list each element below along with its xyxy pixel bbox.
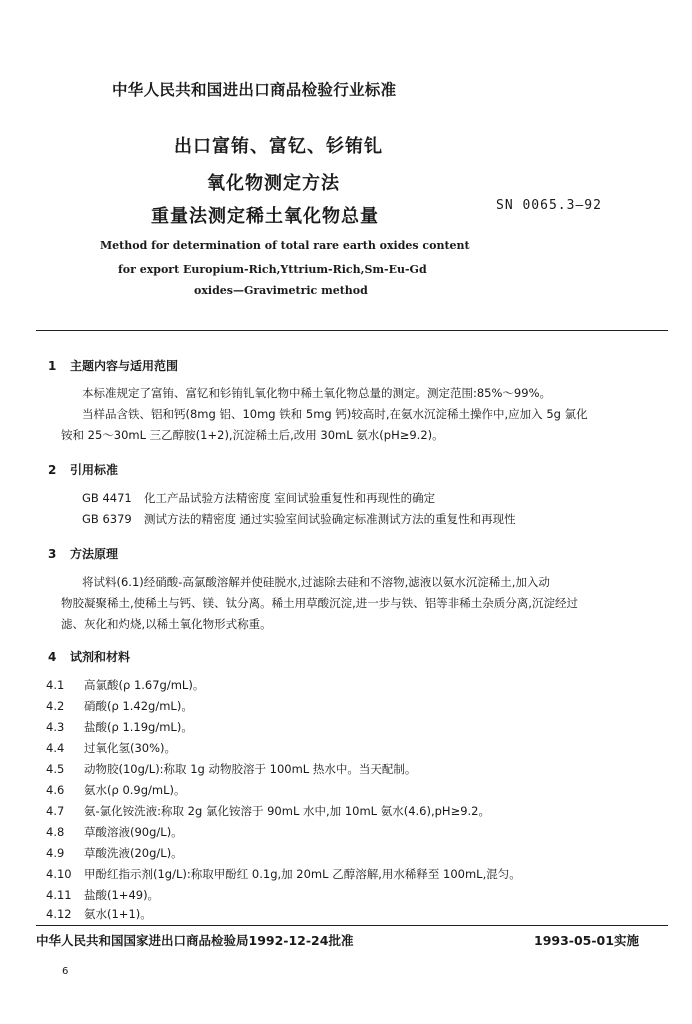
reagent-item (46, 740, 176, 756)
section-number: 2 (48, 463, 57, 477)
reagent-text: 氨水(ρ 0.9g/mL)。 (84, 783, 186, 797)
page-number: 6 (62, 966, 69, 977)
implementation-date: 1993-05-01实施 (534, 933, 639, 948)
reagent-number: 4.5 (46, 762, 65, 776)
reagent-number: 4.8 (46, 825, 65, 839)
reagent-item (46, 866, 521, 882)
principle-line-2: 物胶凝聚稀土,使稀土与钙、镁、钛分离。稀土用草酸沉淀,进一步与铁、铝等非稀土杂质分离,沉淀经过 (61, 596, 578, 610)
reagent-number: 4.7 (46, 804, 65, 818)
reference-item (82, 490, 435, 506)
top-divider (36, 330, 668, 331)
reagent-item (46, 761, 416, 777)
reagent-number: 4.6 (46, 783, 65, 797)
reagent-number: 4.4 (46, 741, 65, 755)
reagent-item (46, 698, 193, 714)
title-line-2: 氧化物测定方法 (207, 173, 340, 194)
reagent-text: 氨-氯化铵洗液:称取 2g 氯化铵溶于 90mL 水中,加 10mL 氨水(4.6),pH≥9.2。 (84, 804, 491, 818)
principle-line-1: 将试料(6.1)经硝酸-高氯酸溶解并使硅脱水,过滤除去硅和不溶物,滤液以氨水沉淀稀土,加入动 (82, 575, 550, 589)
reagent-number: 4.2 (46, 699, 65, 713)
title-line-3: 重量法测定稀土氧化物总量 (151, 206, 379, 227)
title-line-1: 出口富铕、富钇、钐铕钆 (174, 136, 383, 157)
reagent-text: 盐酸(1+49)。 (84, 888, 160, 902)
reagent-item (46, 719, 193, 735)
section-number: 4 (48, 650, 57, 664)
reagent-number: 4.1 (46, 678, 65, 692)
reagent-number: 4.11 (46, 888, 72, 902)
reagent-item (46, 782, 186, 798)
english-title-line-3: oxides—Gravimetric method (194, 284, 368, 297)
english-title-line-1: Method for determination of total rare earth oxides content (100, 239, 470, 252)
section-4-heading (48, 648, 130, 665)
reagent-item (46, 887, 159, 903)
reagent-text: 动物胶(10g/L):称取 1g 动物胶溶于 100mL 热水中。当天配制。 (84, 762, 417, 776)
reagent-item (46, 824, 183, 840)
reagent-item (46, 677, 204, 693)
section-title: 主题内容与适用范围 (70, 359, 179, 373)
reference-text: 化工产品试验方法精密度 室间试验重复性和再现性的确定 (144, 491, 436, 505)
reagent-number: 4.12 (46, 907, 72, 921)
reagent-item (46, 845, 183, 861)
reagent-text: 甲酚红指示剂(1g/L):称取甲酚红 0.1g,加 20mL 乙醇溶解,用水稀释至 100mL,混匀。 (84, 867, 521, 881)
reagent-number: 4.9 (46, 846, 65, 860)
section-1-heading (48, 357, 178, 374)
reagent-text: 硝酸(ρ 1.42g/mL)。 (84, 699, 193, 713)
reagent-text: 草酸洗液(20g/L)。 (84, 846, 183, 860)
approval-statement: 中华人民共和国国家进出口商品检验局1992-12-24批准 (36, 933, 354, 948)
section-title: 试剂和材料 (70, 650, 131, 664)
section-3-heading (48, 545, 118, 562)
principle-line-3: 滤、灰化和灼烧,以稀土氧化物形式称重。 (61, 617, 272, 631)
english-title-line-2: for export Europium-Rich,Yttrium-Rich,Sm-Eu-Gd (118, 263, 427, 276)
standard-code: SN 0065.3—92 (496, 198, 602, 213)
section-number: 1 (48, 359, 57, 373)
reagent-number: 4.3 (46, 720, 65, 734)
reference-code: GB 6379 (82, 512, 132, 526)
reagent-text: 盐酸(ρ 1.19g/mL)。 (84, 720, 193, 734)
section-number: 3 (48, 547, 57, 561)
reference-item (82, 511, 516, 527)
reference-code: GB 4471 (82, 491, 132, 505)
reagent-text: 过氧化氢(30%)。 (84, 741, 177, 755)
section-2-heading (48, 461, 118, 478)
reagent-text: 草酸溶液(90g/L)。 (84, 825, 183, 839)
reference-text: 测试方法的精密度 通过实验室间试验确定标准测试方法的重复性和再现性 (144, 512, 516, 526)
footer-divider (36, 925, 668, 926)
scope-note-line-2: 铵和 25～30mL 三乙醇胺(1+2),沉淀稀土后,改用 30mL 氨水(pH≥9.2)。 (61, 428, 444, 442)
reagent-item (46, 803, 490, 819)
section-title: 方法原理 (70, 547, 119, 561)
standard-category-heading: 中华人民共和国进出口商品检验行业标准 (112, 81, 397, 99)
reagent-text: 氨水(1+1)。 (84, 907, 152, 921)
scope-note-line-1: 当样品含铁、铝和钙(8mg 铝、10mg 铁和 5mg 钙)较高时,在氨水沉淀稀土操作中,应加入 5g 氯化 (82, 407, 588, 421)
reagent-text: 高氯酸(ρ 1.67g/mL)。 (84, 678, 205, 692)
section-title: 引用标准 (70, 463, 119, 477)
reagent-item (46, 906, 152, 922)
scope-paragraph: 本标准规定了富铕、富钇和钐铕钆氧化物中稀土氧化物总量的测定。测定范围:85%～99%。 (82, 386, 551, 400)
reagent-number: 4.10 (46, 867, 72, 881)
